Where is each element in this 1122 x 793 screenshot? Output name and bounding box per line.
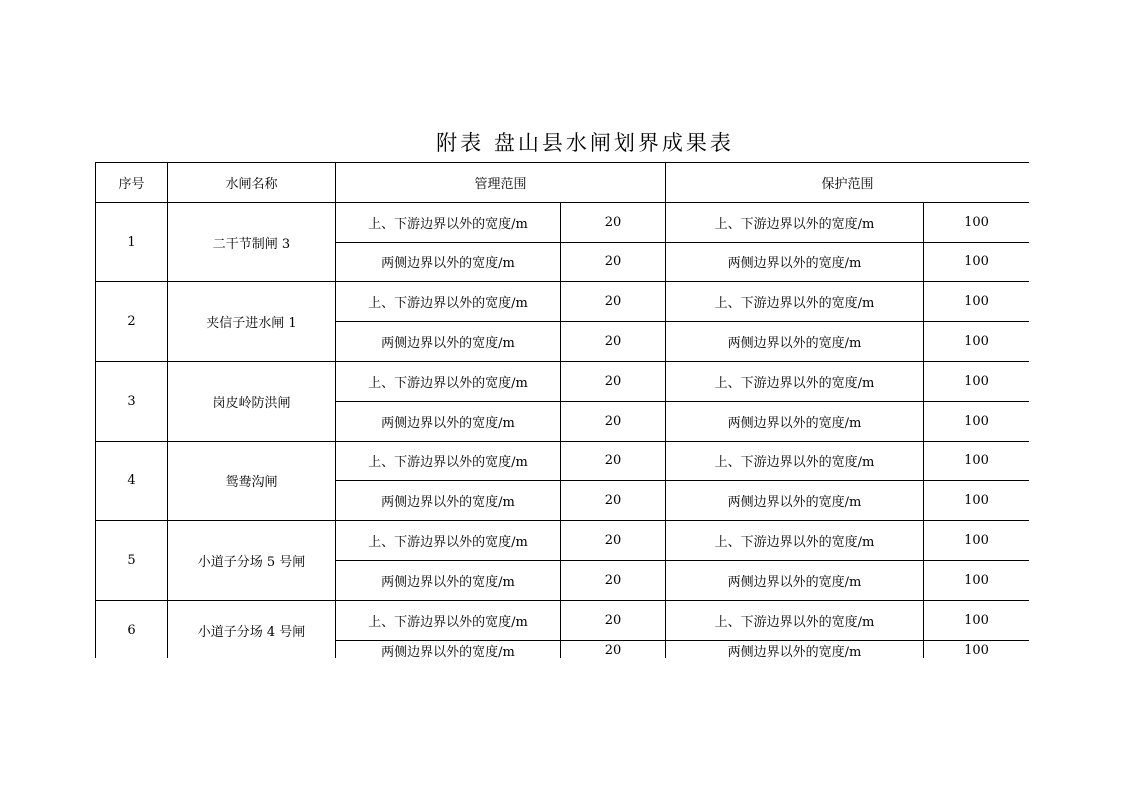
prot-updown-value: 100 [924,441,1029,481]
header-protection: 保护范围 [666,163,1029,203]
page-title: 附表 盘山县水闸划界成果表 [436,131,734,155]
mgmt-side-label: 两侧边界以外的宽度/m [336,481,561,521]
mgmt-updown-label: 上、下游边界以外的宽度/m [336,282,561,322]
mgmt-updown-value: 20 [561,600,666,640]
prot-updown-label: 上、下游边界以外的宽度/m [666,521,924,561]
header-index: 序号 [96,163,168,203]
row-index: 4 [96,441,168,521]
prot-side-label: 两侧边界以外的宽度/m [666,401,924,441]
mgmt-updown-value: 20 [561,282,666,322]
prot-updown-label: 上、下游边界以外的宽度/m [666,202,924,242]
mgmt-side-label: 两侧边界以外的宽度/m [336,322,561,362]
table-row [96,441,1030,481]
row-index: 1 [96,202,168,282]
mgmt-side-label: 两侧边界以外的宽度/m [336,401,561,441]
mgmt-side-value: 20 [561,640,666,658]
table-row [96,521,1030,561]
prot-side-value: 100 [924,481,1029,521]
prot-side-label: 两侧边界以外的宽度/m [666,640,924,658]
prot-side-label: 两侧边界以外的宽度/m [666,322,924,362]
mgmt-side-label: 两侧边界以外的宽度/m [336,242,561,282]
prot-side-label: 两侧边界以外的宽度/m [666,242,924,282]
table-header-row [96,163,1030,203]
sluice-demarcation-table [95,162,1029,658]
prot-updown-value: 100 [924,282,1029,322]
result-table-container [95,162,1029,658]
prot-updown-label: 上、下游边界以外的宽度/m [666,441,924,481]
prot-side-value: 100 [924,401,1029,441]
mgmt-side-label: 两侧边界以外的宽度/m [336,560,561,600]
prot-side-value: 100 [924,322,1029,362]
row-sluice-name: 鸳鸯沟闸 [168,441,336,521]
header-name: 水闸名称 [168,163,336,203]
row-sluice-name: 小道子分场 4 号闸 [168,600,336,658]
table-row [96,282,1030,322]
mgmt-side-value: 20 [561,481,666,521]
mgmt-updown-label: 上、下游边界以外的宽度/m [336,600,561,640]
prot-updown-label: 上、下游边界以外的宽度/m [666,361,924,401]
header-management: 管理范围 [336,163,666,203]
row-sluice-name: 二干节制闸 3 [168,202,336,282]
prot-side-value: 100 [924,560,1029,600]
table-body [96,163,1030,659]
mgmt-side-value: 20 [561,242,666,282]
mgmt-side-label: 两侧边界以外的宽度/m [336,640,561,658]
prot-updown-value: 100 [924,202,1029,242]
prot-updown-value: 100 [924,521,1029,561]
row-sluice-name: 小道子分场 5 号闸 [168,521,336,601]
mgmt-updown-value: 20 [561,202,666,242]
prot-side-label: 两侧边界以外的宽度/m [666,481,924,521]
row-index: 6 [96,600,168,658]
mgmt-updown-label: 上、下游边界以外的宽度/m [336,521,561,561]
prot-updown-label: 上、下游边界以外的宽度/m [666,282,924,322]
prot-updown-label: 上、下游边界以外的宽度/m [666,600,924,640]
mgmt-side-value: 20 [561,401,666,441]
mgmt-updown-label: 上、下游边界以外的宽度/m [336,202,561,242]
mgmt-updown-value: 20 [561,361,666,401]
row-sluice-name: 夹信子进水闸 1 [168,282,336,362]
table-row [96,361,1030,401]
mgmt-updown-value: 20 [561,521,666,561]
row-sluice-name: 岗皮岭防洪闸 [168,361,336,441]
prot-side-label: 两侧边界以外的宽度/m [666,560,924,600]
table-row [96,202,1030,242]
prot-side-value: 100 [924,640,1029,658]
mgmt-updown-label: 上、下游边界以外的宽度/m [336,441,561,481]
row-index: 3 [96,361,168,441]
prot-side-value: 100 [924,242,1029,282]
prot-updown-value: 100 [924,600,1029,640]
mgmt-updown-label: 上、下游边界以外的宽度/m [336,361,561,401]
table-row [96,600,1030,640]
prot-updown-value: 100 [924,361,1029,401]
row-index: 2 [96,282,168,362]
mgmt-updown-value: 20 [561,441,666,481]
row-index: 5 [96,521,168,601]
mgmt-side-value: 20 [561,560,666,600]
mgmt-side-value: 20 [561,322,666,362]
